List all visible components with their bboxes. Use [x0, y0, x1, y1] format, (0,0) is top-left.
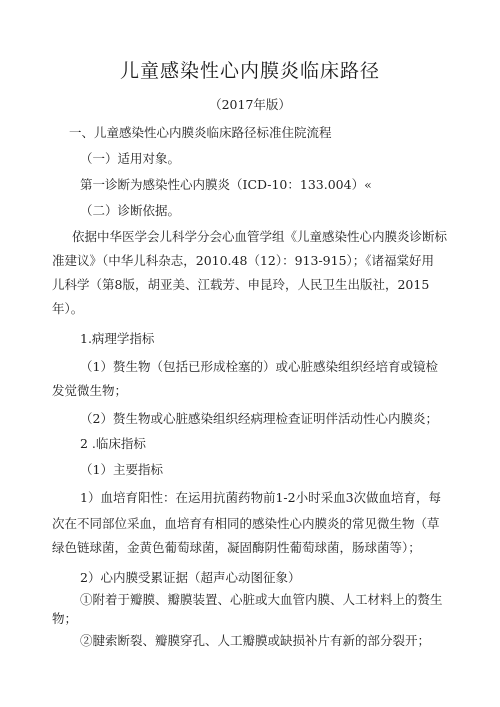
document-edition: （2017年版）	[209, 97, 291, 112]
subsection-heading: （一）适用对象。	[80, 151, 181, 166]
paragraph-line: ①附着于瓣膜、瓣膜装置、心脏或大血管内膜、人工材料上的赘生	[80, 592, 443, 607]
paragraph-line: 2）心内膜受累证据（超声心动图征象）	[80, 570, 301, 585]
paragraph-line: 次在不同部位采血，血培育有相同的感染性心内膜炎的常见微生物（草	[52, 516, 440, 531]
paragraph-line: 年）。	[52, 301, 84, 316]
paragraph-line: 绿色链球菌，金黄色葡萄球菌，凝固酶阴性葡萄球菌，肠球菌等）；	[52, 540, 421, 555]
list-heading: （1）主要指标	[80, 462, 163, 477]
list-heading: 2 .临床指标	[80, 436, 146, 451]
paragraph-line: 物；	[52, 611, 78, 626]
paragraph-line: 依据中华医学会儿科学分会心血管学组《儿童感染性心内膜炎诊断标	[72, 229, 448, 244]
paragraph-line: （1）赘生物（包括已形成栓塞的）或心脏感染组织经培育或镜检	[80, 359, 438, 374]
paragraph-line: 准建议》（中华儿科杂志，2010.48（12）：913-915）；《诸福棠好用	[52, 253, 435, 268]
list-heading: 1.病理学指标	[80, 331, 155, 346]
paragraph-line: 第一诊断为感染性心内膜炎（ICD-10：133.004）«	[80, 177, 372, 192]
subsection-heading: （二）诊断依据。	[80, 203, 181, 218]
section-heading: 一、儿童感染性心内膜炎临床路径标准住院流程	[69, 125, 332, 140]
paragraph-line: 1）血培育阳性：在运用抗菌药物前1-2小时采血3次做血培育，每	[80, 490, 442, 505]
paragraph-line: 发觉微生物；	[52, 383, 128, 398]
paragraph-line: ②腱索断裂、瓣膜穿孔、人工瓣膜或缺损补片有新的部分裂开；	[80, 633, 431, 648]
document-title: 儿童感染性心内膜炎临床路径	[119, 60, 380, 82]
paragraph-line: 儿科学（第8版，胡亚美、江载芳、申昆玲，人民卫生出版社，2015	[52, 277, 430, 292]
paragraph-line: （2）赘生物或心脏感染组织经病理检查证明伴活动性心内膜炎；	[80, 411, 438, 426]
